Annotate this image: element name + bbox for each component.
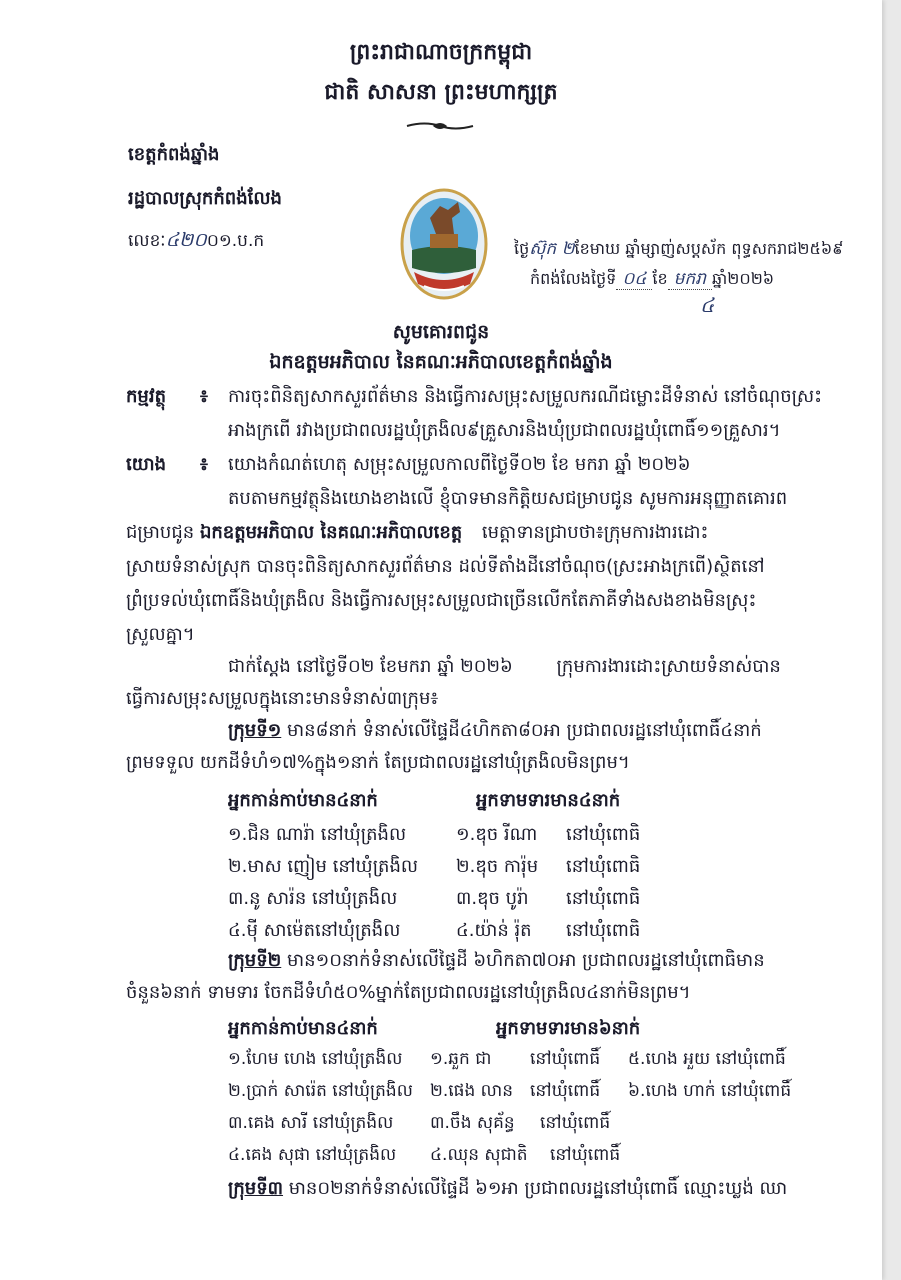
group-1-claimant-3-place: នៅឃុំពោធិ	[566, 888, 641, 909]
group-1-holder-4: ៤.ម៉ី សាម៉េតនៅឃុំត្រងិល	[228, 920, 401, 941]
group-2-claimant-3: ៣.ចឹង សុគ័ន្ធ	[430, 1113, 515, 1133]
group-1-holders-header: អ្នកកាន់កាប់មាន៤នាក់	[228, 790, 378, 811]
group-2-line-2: ចំនួន៦នាក់ ទាមទារ ចែកដីទំហំ៥០%ម្នាក់តែប្រជាពលរដ្ឋនៅឃុំត្រងិល៤នាក់មិនព្រម។	[126, 982, 691, 1003]
group-1-claimants-header: អ្នកទាមទារមាន៤នាក់	[476, 790, 621, 811]
address-recipient: ឯកឧត្តមអភិបាល នៃគណៈអភិបាលខេត្តកំពង់ឆ្នាំង	[269, 351, 613, 373]
group-1-line-2: ព្រមទទួល យកដីទំហំ១៧%ក្នុង១នាក់ តែប្រជាពលរដ្ឋនៅឃុំត្រងិលមិនព្រម។	[126, 752, 630, 773]
subject-line-2: អាងក្រពើ រវាងប្រជាពលរដ្ឋឃុំត្រងិល៩គ្រួសារនិងឃុំប្រជាពលរដ្ឋឃុំពោធិ៍១១គ្រួសារ។	[228, 420, 781, 441]
solar-date-day: ០៤	[616, 269, 652, 290]
solar-date-year: ឆ្នាំ២០២៦	[712, 269, 775, 288]
group-1-claimant-2-place: នៅឃុំពោធិ	[566, 856, 641, 877]
kingdom-header: ព្រះរាជាណាចក្រកម្ពុជា	[349, 40, 533, 65]
group-1-holder-1: ១.ជិន ណារ៉ា នៅឃុំត្រងិល	[228, 824, 407, 845]
group-2-holder-3: ៣.គេង សារី នៅឃុំត្រងិល	[228, 1113, 394, 1133]
reference-colon: ៖	[200, 454, 208, 475]
group-1-title: ក្រុមទី១	[228, 720, 282, 741]
group-1-claimant-1-place: នៅឃុំពោធិ	[566, 824, 641, 845]
province-name: ខេត្តកំពង់ឆ្នាំង	[128, 144, 220, 165]
office-name: រដ្ឋបាលស្រុកកំពង់លែង	[128, 188, 282, 209]
group-2-line-1	[228, 948, 765, 975]
group-2-description-1: មាន១០នាក់ទំនាស់លើផ្ទៃដី ៦ហិកតា៧០អា ប្រជាពលរដ្ឋនៅឃុំពោធិមាន	[287, 950, 765, 971]
group-1-line-1	[228, 718, 762, 745]
paragraph-2-line-1-end: ក្រុមការងារដោះស្រាយទំនាស់បាន	[556, 656, 781, 677]
solar-date-month: មករា	[668, 269, 712, 290]
group-2-claimant-1: ១.ឆួក ជា	[430, 1049, 492, 1069]
motto-header: ជាតិ សាសនា ព្រះមហាក្សត្រ	[324, 80, 558, 105]
number-prefix: លេខៈ	[128, 231, 166, 251]
group-1-claimant-1: ១.ឌុច រីណា	[456, 824, 538, 845]
group-1-claimant-2: ២.ឌុច ការ៉ុម	[456, 856, 539, 877]
lunar-date-text: ខែមាឃ ឆ្នាំម្សាញ់សប្តស័ក ពុទ្ធសករាជ២៥៦៩	[574, 239, 844, 258]
date-handwritten-mark: ៤	[700, 293, 715, 317]
group-2-claimant-2-place: នៅឃុំពោធិ៍	[530, 1081, 601, 1101]
group-3-line-1	[228, 1176, 787, 1203]
paragraph-2-line-1-start: ជាក់ស្តែង នៅថ្ងៃទី០២ ខែមករា ឆ្នាំ ២០២៦	[228, 656, 513, 677]
paragraph-1-line-5: ស្រួលគ្នា។	[126, 624, 195, 645]
address-title: សូមគោរពជូន	[392, 321, 490, 343]
group-2-claimant-4-place: នៅឃុំពោធិ៍	[550, 1145, 621, 1165]
reference-number	[128, 228, 264, 256]
group-2-claimants-header: អ្នកទាមទារមាន៦នាក់	[496, 1018, 641, 1039]
lunar-date-prefix: ថ្ងៃ	[514, 239, 530, 258]
group-2-claimant-3-place: នៅឃុំពោធិ៍	[540, 1113, 611, 1133]
lunar-date-line	[514, 238, 843, 263]
group-2-claimant-2: ២.ផេង លាន	[430, 1081, 514, 1101]
paragraph-1-line-2	[126, 520, 708, 547]
group-2-title: ក្រុមទី២	[228, 950, 282, 971]
reference-label: យោង	[126, 454, 166, 475]
group-1-holder-2: ២.មាស ញៀម នៅឃុំត្រងិល	[228, 856, 419, 877]
subject-colon: ៖	[200, 386, 208, 407]
solar-date-prefix: កំពង់លែងថ្ងៃទី	[530, 269, 617, 288]
group-1-claimant-3: ៣.ឌុច បូរ៉ា	[456, 888, 529, 909]
paragraph-1-line-4: ព្រំប្រទល់ឃុំពោធិ៍និងឃុំត្រងិល និងធ្វើការសម្រុះសម្រួលជាច្រើនលើកតែភាគីទាំងសងខាងមិនស្រុះ	[126, 590, 757, 611]
group-2-holder-2: ២.ប្រាក់ សារ៉េត នៅឃុំត្រងិល	[228, 1081, 413, 1101]
paragraph-1-line-3: ស្រាយទំនាស់ស្រុក បានចុះពិនិត្យសាកសួរព័ត៌មាន ដល់ទីតាំងដីនៅចំណុច(ស្រះអាងក្រពើ)ស្ថិតនៅ	[126, 556, 765, 577]
group-2-claimant-5: ៥.ហេង អួយ នៅឃុំពោធិ៍	[628, 1049, 786, 1069]
group-1-holder-3: ៣.នូ សារ៉ន នៅឃុំត្រងិល	[228, 888, 398, 909]
subject-line-1: ការចុះពិនិត្យសាកសួរព័ត៌មាន និងធ្វើការសម្រុះសម្រួលករណីជម្លោះដីទំនាស់ នៅចំណុចស្រះ	[228, 386, 823, 407]
ornament-divider-icon	[405, 120, 475, 132]
group-2-holders-header: អ្នកកាន់កាប់មាន៤នាក់	[228, 1018, 378, 1039]
group-2-holder-4: ៤.គេង សុផា នៅឃុំត្រងិល	[228, 1145, 397, 1165]
number-handwritten: ៤២០	[165, 229, 207, 251]
group-2-claimant-6: ៦.ហេង ហាក់ នៅឃុំពោធិ៍	[628, 1081, 792, 1101]
paragraph-2-line-2: ធ្វើការសម្រុះសម្រួលក្នុងនោះមានទំនាស់៣ក្រុម៖	[126, 688, 439, 709]
lunar-date-handwritten: ស៊ុក ២	[529, 239, 575, 259]
ministry-seal-logo-icon	[400, 188, 488, 300]
paragraph-1-line-1: តបតាមកម្មវត្ថុនិងយោងខាងលើ ខ្ញុំបាទមានកិត្តិយសជម្រាបជូន សូមការអនុញ្ញាតគោរព	[228, 488, 788, 509]
subject-label: កម្មវត្ថុ	[126, 386, 166, 407]
solar-date-month-prefix: ខែ	[652, 269, 668, 288]
group-2-claimant-1-place: នៅឃុំពោធិ៍	[530, 1049, 601, 1069]
reference-line-1: យោងកំណត់ហេតុ សម្រុះសម្រួលកាលពីថ្ងៃទី០២ ខែ មករា ឆ្នាំ ២០២៦	[228, 454, 691, 475]
group-2-holder-1: ១.ហែម ហេង នៅឃុំត្រងិល	[228, 1049, 403, 1069]
group-3-title: ក្រុមទី៣	[228, 1178, 284, 1199]
paragraph-1-line-2-start: ជម្រាបជូន	[126, 522, 195, 543]
solar-date-line	[530, 268, 774, 293]
group-1-claimant-4-place: នៅឃុំពោធិ	[566, 920, 641, 941]
group-3-description-1: មាន០២នាក់ទំនាស់លើផ្ទៃដី ៦១អា ប្រជាពលរដ្ឋនៅឃុំពោធិ៍ ឈ្មោះឃ្លង់ ឈា	[288, 1178, 788, 1199]
group-1-description-1: មាន៨នាក់ ទំនាស់លើផ្ទៃដី៤ហិកតា៨០អា ប្រជាពលរដ្ឋនៅឃុំពោធិ៍៤នាក់	[287, 720, 762, 741]
paragraph-1-line-2-end: មេត្តាទានជ្រាបថា៖ក្រុមការងារដោះ	[481, 522, 709, 543]
paragraph-2-line-1	[228, 654, 781, 681]
number-suffix: ០១.ប.ក	[206, 231, 265, 251]
paragraph-1-line-2-bold: ឯកឧត្តមអភិបាល នៃគណៈអភិបាលខេត្ត	[199, 522, 463, 543]
group-1-claimant-4: ៤.យ៉ាន់ រ៉ុត	[456, 920, 532, 941]
group-2-claimant-4: ៤.ឈុន សុជាតិ	[430, 1145, 528, 1165]
